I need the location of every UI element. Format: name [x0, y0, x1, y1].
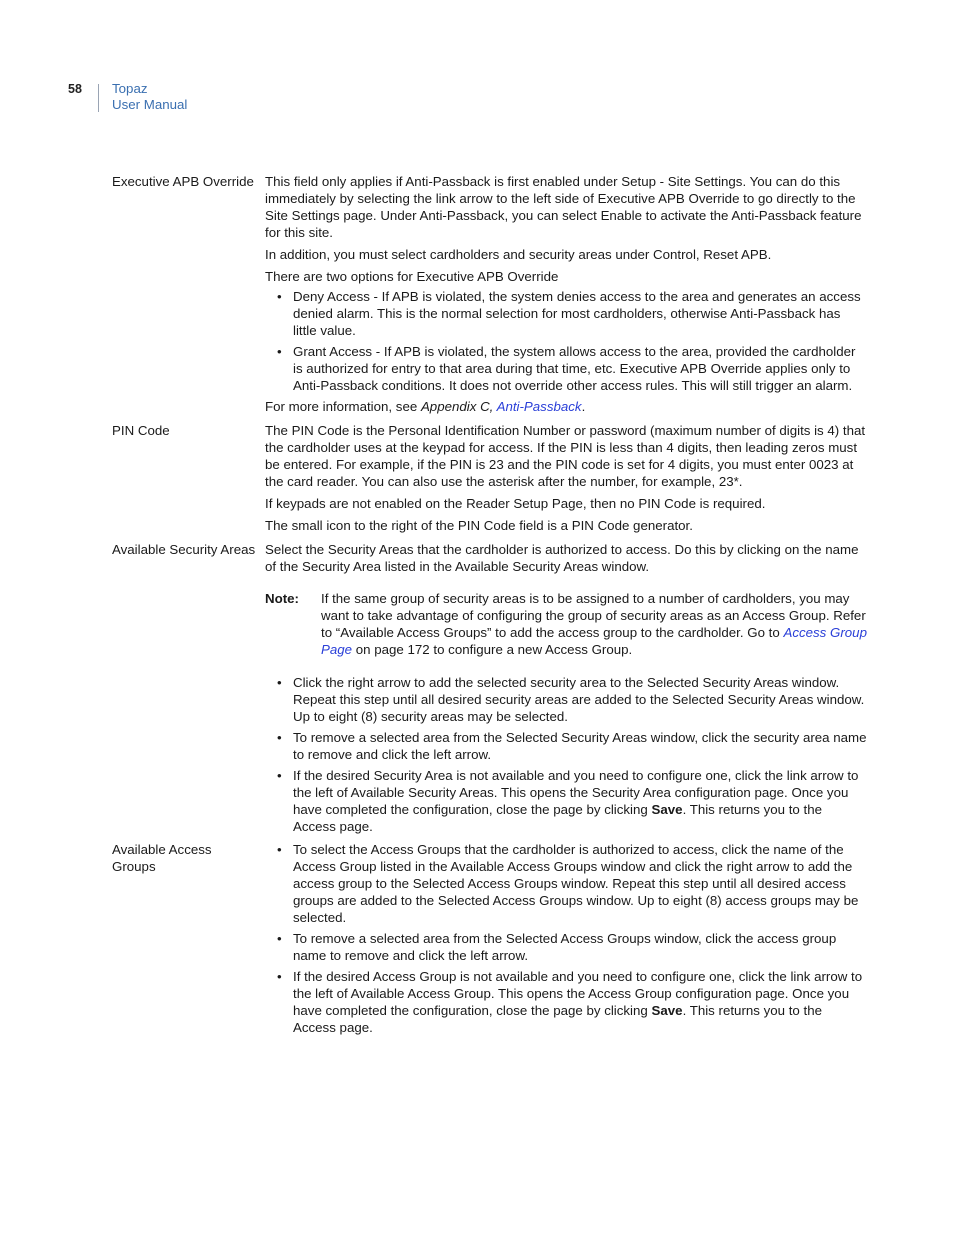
section-available-security-areas [112, 541, 868, 839]
list-item-text-end: . This returns you to the Access page. [293, 1003, 823, 1035]
paragraph: If keypads are not enabled on the Reader Setup Page, then no PIN Code is required. [265, 496, 766, 511]
list-item-text: Click the right arrow to add the selected security area to the Selected Security Areas window. Repeat this step until all desired security areas are added to the Selected Security Areas window. Up to eight (8) security areas may be selected. [293, 675, 865, 724]
page-number: 58 [68, 82, 82, 96]
bullet-icon: • [277, 768, 282, 783]
list-item-text: To remove a selected area from the Selected Access Groups window, click the access group name to remove and click the left arrow. [293, 931, 837, 963]
paragraph: The PIN Code is the Personal Identification Number or password (maximum number of digits is 4) that the cardholder uses at the keypad for access. If the PIN is less than 4 digits, then leading zeros must be entered. For example, if the PIN is 23 and the PIN code is set for 4 digits, you must enter 0023 at the card reader. You can also use the asterisk after the number, for example, 23*. [265, 423, 866, 489]
list-item-text: Grant Access - If APB is violated, the system allows access to the area, provided the cardholder is authorized for entry to that area during that time, etc. Executive APB Override applies only to Anti-Passback conditions. It does not override other access rules. This will still trigger an alarm. [293, 344, 856, 393]
field-label-pin-code: PIN Code [112, 423, 170, 438]
field-description-available-access-groups [265, 841, 867, 1040]
note-label: Note: [265, 591, 299, 606]
bullet-icon: • [277, 675, 282, 690]
paragraph: This field only applies if Anti-Passback is first enabled under Setup - Site Settings. You can do this immediately by selecting the link arrow to the left side of Executive APB Override to go directly to the Site Settings page. Under Anti-Passback, you can select Enable to activate the Anti-Passback feature for this site. [265, 174, 862, 240]
more-info-paragraph [265, 398, 867, 415]
more-info-suffix: . [581, 399, 586, 414]
bullet-icon: • [277, 344, 282, 359]
paragraph: The small icon to the right of the PIN Code field is a PIN Code generator. [265, 518, 693, 533]
field-description-pin-code [265, 422, 867, 539]
section-pin-code [112, 422, 868, 539]
list-item [265, 288, 867, 339]
list-item-text: To select the Access Groups that the cardholder is authorized to access, click the name of the Access Group listed in the Available Access Groups window and click the right arrow to add the access group to the Selected Access Groups window. Repeat this step until all desired access groups are added to the Selected Access Groups window. Up to eight (8) access groups may be selected. [293, 842, 859, 925]
paragraph: There are two options for Executive APB Override [265, 269, 559, 284]
field-label-line2: Groups [112, 859, 156, 874]
bullet-list [265, 841, 867, 1036]
field-description-available-security-areas [265, 541, 867, 839]
field-label-available-security-areas: Available Security Areas [112, 542, 256, 557]
note-body: If the same group of security areas is to be assigned to a number of cardholders, you may want to take advantage of configuring the group of security areas as an Access Group. Refer to “Available Access Groups” to add the access group to the cardholder. Go to [321, 591, 866, 640]
list-item [265, 343, 867, 394]
paragraph: Select the Security Areas that the cardholder is authorized to access. Do this by clicking on the name of the Security Area listed in the Available Security Areas window. [265, 542, 859, 574]
list-item [265, 729, 867, 763]
field-label-executive-apb-override: Executive APB Override [112, 174, 254, 189]
section-executive-apb-override [112, 173, 868, 420]
save-keyword: Save [651, 802, 683, 817]
note-text [321, 590, 867, 658]
access-group-page-link[interactable]: Access Group Page [321, 625, 867, 657]
note-suffix: on page 172 to configure a new Access Group. [352, 642, 633, 657]
bullet-list [265, 288, 867, 394]
more-info-prefix: For more information, see [265, 399, 421, 414]
note-box [265, 590, 867, 658]
list-item [265, 767, 867, 835]
bullet-icon: • [277, 730, 282, 745]
field-label-line1: Available Access [112, 842, 212, 857]
list-item-text: If the desired Security Area is not available and you need to configure one, click the link arrow to the left of Available Security Areas. This opens the Security Area configuration page. Once you have completed the configuration, close the page by clicking [293, 768, 859, 817]
document-title-line2: User Manual [112, 97, 188, 112]
bullet-icon: • [277, 969, 282, 984]
field-description-executive-apb-override [265, 173, 867, 420]
list-item-text-end: . This returns you to the Access page. [293, 802, 823, 834]
paragraph: In addition, you must select cardholders and security areas under Control, Reset APB. [265, 247, 772, 262]
bullet-icon: • [277, 931, 282, 946]
list-item [265, 968, 867, 1036]
page-header [0, 80, 954, 114]
bullet-list [265, 674, 867, 835]
anti-passback-link[interactable]: Anti-Passback [496, 399, 582, 414]
header-divider [98, 84, 99, 112]
list-item-text: To remove a selected area from the Selected Security Areas window, click the security area name to remove and click the left arrow. [293, 730, 867, 762]
appendix-reference: Appendix C, [420, 399, 497, 414]
document-title-line1: Topaz [112, 81, 148, 96]
list-item [265, 674, 867, 725]
list-item [265, 841, 867, 926]
main-content [112, 173, 868, 1040]
save-keyword: Save [651, 1003, 683, 1018]
list-item [265, 930, 867, 964]
bullet-icon: • [277, 842, 282, 857]
list-item-text: If the desired Access Group is not available and you need to configure one, click the link arrow to the left of Available Access Group. This opens the Access Group configuration page. Once you have completed the configuration, close the page by clicking [293, 969, 863, 1018]
bullet-icon: • [277, 289, 282, 304]
field-label-available-access-groups [112, 841, 265, 1040]
list-item-text: Deny Access - If APB is violated, the system denies access to the area and generates an access denied alarm. This is the normal selection for most cardholders, otherwise Anti-Passback has little value. [293, 289, 861, 338]
section-available-access-groups [112, 841, 868, 1040]
document-title [112, 81, 187, 113]
